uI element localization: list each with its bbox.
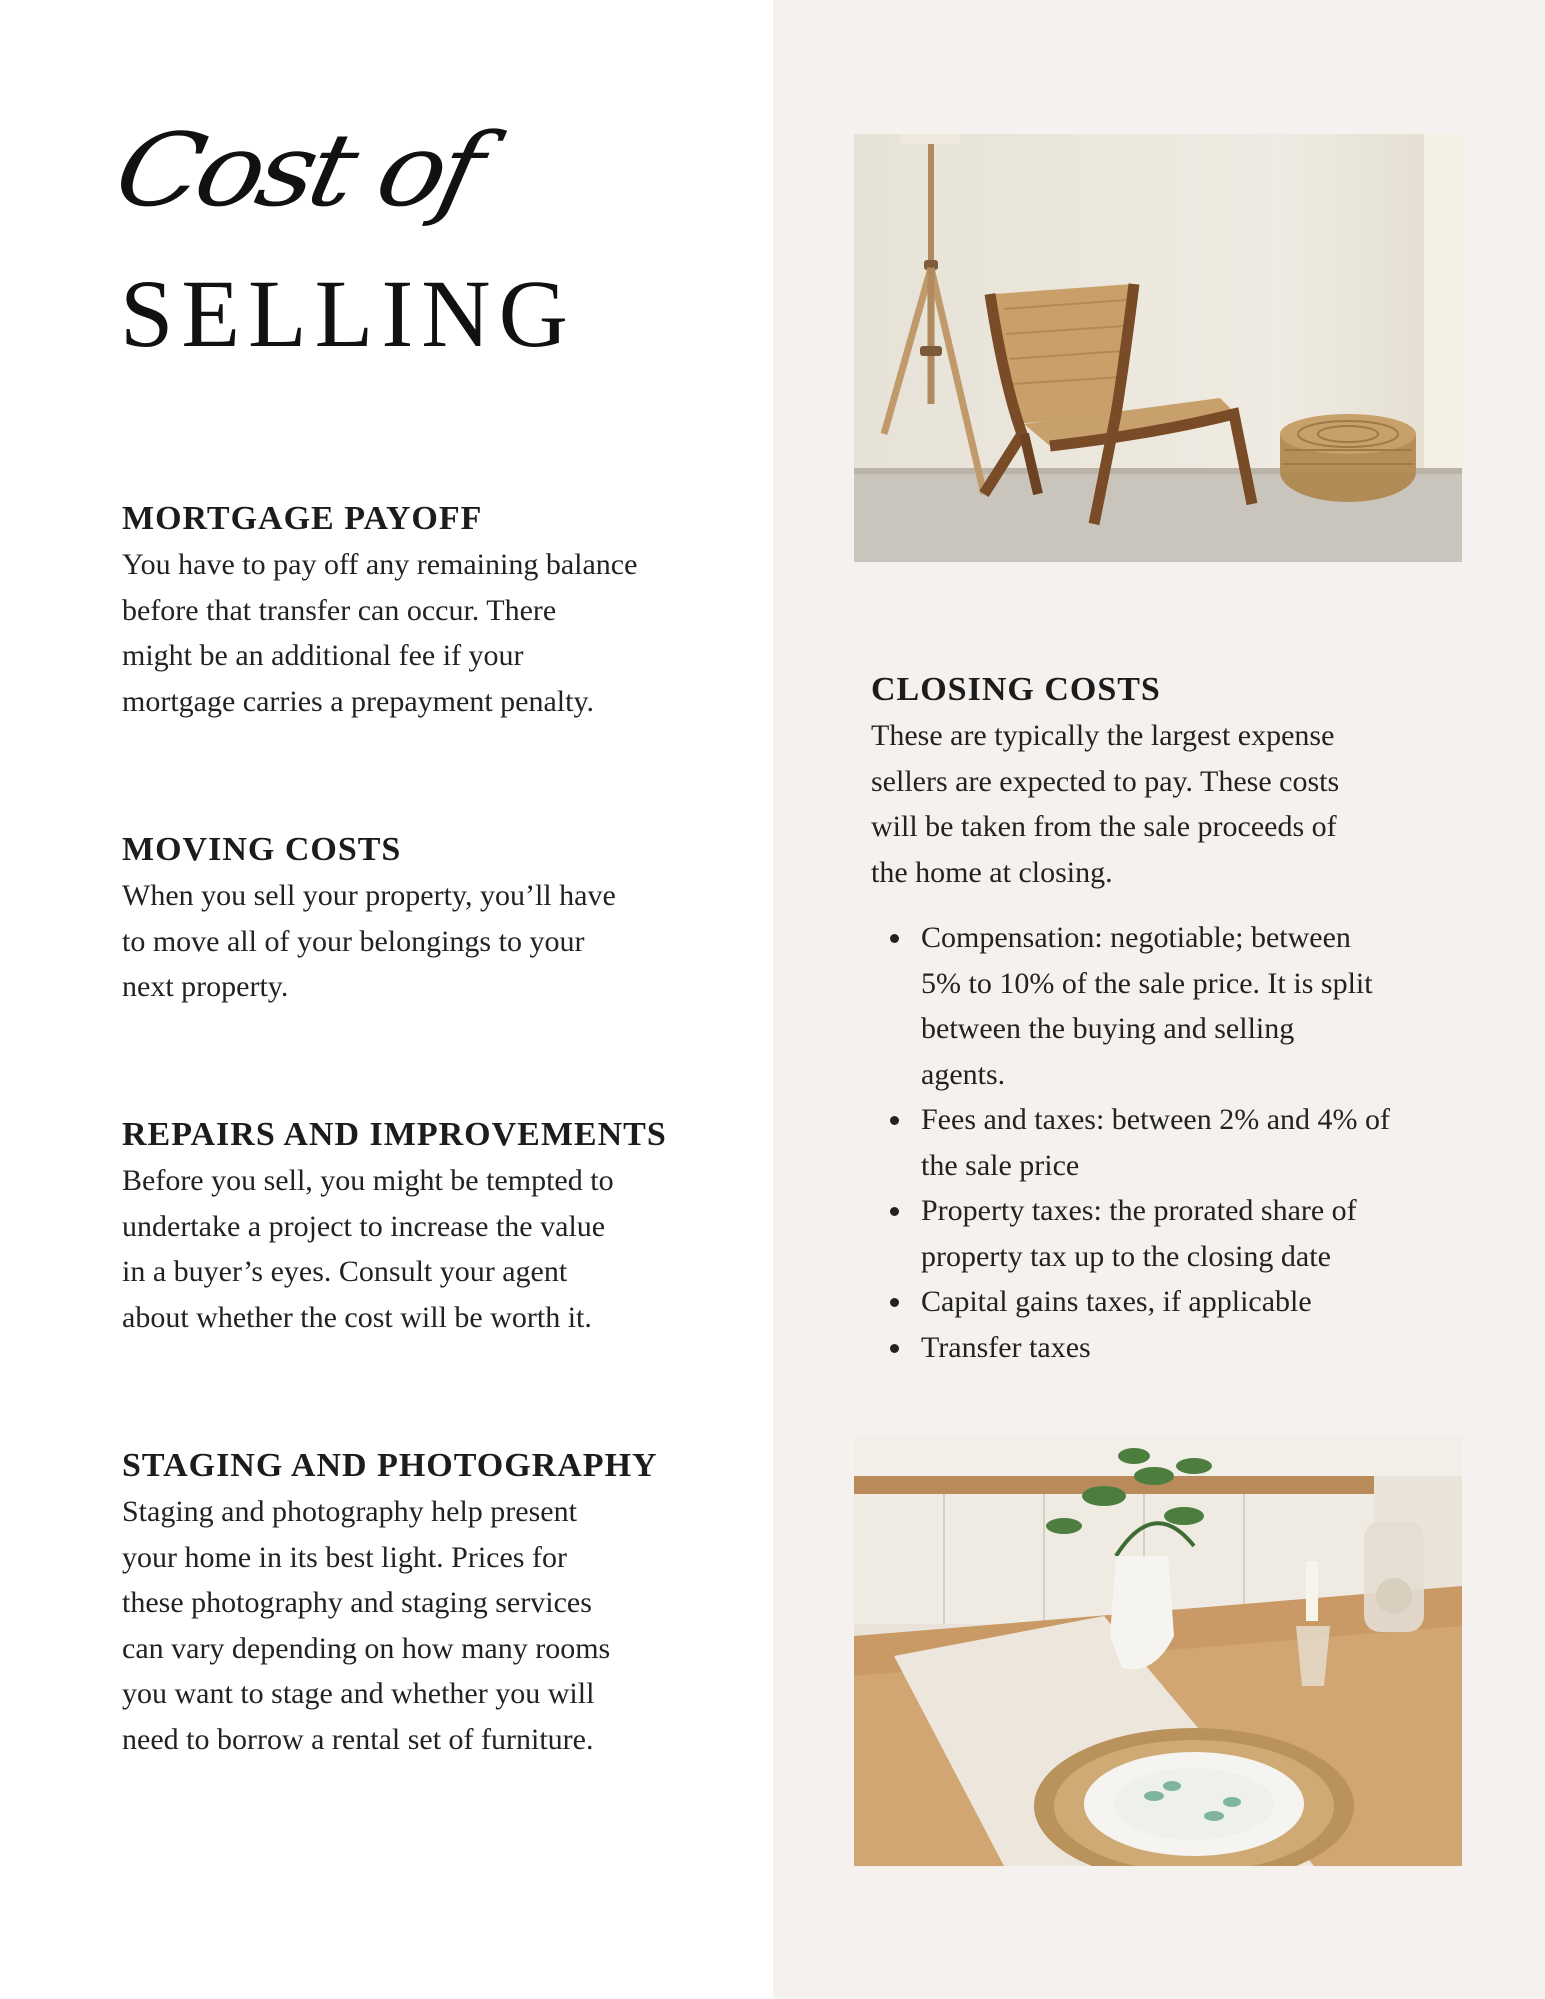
repairs-text: Before you sell, you might be tempted to undertake a project to increase the value in a buyer’s eyes. Consult your agent about whether the cost will be worth it.	[122, 1164, 614, 1334]
closing-heading: CLOSING COSTS	[871, 671, 1161, 708]
staging-text: Staging and photography help present your home in its best light. Prices for these photography and staging services can vary depending on how many rooms you want to stage and whether you will need to borrow a rental set of furniture.	[122, 1495, 611, 1756]
closing-text: These are typically the largest expense sellers are expected to pay. These costs will be taken from the sale proceeds of the home at closing.	[871, 719, 1340, 889]
list-item: Property taxes: the prorated share of property tax up to the closing date	[871, 1188, 1471, 1279]
script-title: Cost of	[105, 112, 489, 230]
staging-section	[122, 1443, 712, 1762]
moving-text: When you sell your property, you’ll have to move all of your belongings to your next property.	[122, 879, 616, 1003]
mortgage-section	[122, 496, 712, 724]
repairs-section	[122, 1112, 712, 1340]
repairs-heading: REPAIRS AND IMPROVEMENTS	[122, 1116, 667, 1153]
list-item: Compensation: negotiable; between 5% to 10% of the sale price. It is split between the buying and selling agents.	[871, 915, 1471, 1097]
staging-heading: STAGING AND PHOTOGRAPHY	[122, 1447, 658, 1484]
page-title: SELLING	[120, 260, 576, 367]
moving-section	[122, 827, 712, 1010]
list-item: Transfer taxes	[871, 1325, 1471, 1371]
closing-cost-list	[871, 915, 1471, 1370]
mortgage-text: You have to pay off any remaining balance before that transfer can occur. There might be an additional fee if your mortgage carries a prepayment penalty.	[122, 548, 638, 718]
chair-photo	[854, 134, 1462, 562]
mortgage-heading: MORTGAGE PAYOFF	[122, 500, 483, 537]
list-item: Capital gains taxes, if applicable	[871, 1279, 1471, 1325]
list-item: Fees and taxes: between 2% and 4% of the sale price	[871, 1097, 1471, 1188]
table-photo	[854, 1436, 1462, 1866]
closing-section	[871, 667, 1471, 1370]
moving-heading: MOVING COSTS	[122, 831, 402, 868]
